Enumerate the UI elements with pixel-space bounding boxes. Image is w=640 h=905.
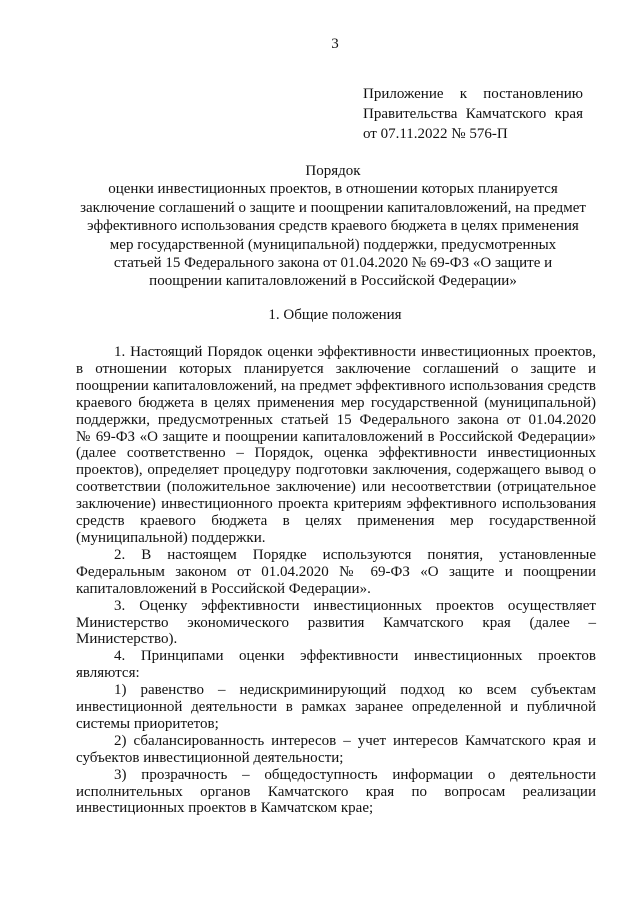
paragraph-line: 2) сбалансированность интересов – учет интересов Камчатского края и xyxy=(114,732,596,749)
paragraph xyxy=(76,598,596,649)
paragraph-line: Министерство экономического развития Камчатского края (далее – xyxy=(76,614,596,631)
paragraph-line: поддержки, предусмотренных статьей 15 Федерального закона от 01.04.2020 xyxy=(76,411,596,428)
title-line: заключение соглашений о защите и поощрении капиталовложений, на предмет xyxy=(80,199,586,216)
title-line: мер государственной (муниципальной) поддержки, предусмотренных xyxy=(109,236,557,253)
paragraph xyxy=(76,648,596,682)
appendix-line: Приложение к постановлению xyxy=(363,86,583,102)
document-title xyxy=(68,162,598,291)
appendix-line: от 07.11.2022 № 576-П xyxy=(363,126,508,142)
paragraph-line: 2. В настоящем Порядке используются понятия, установленные xyxy=(114,546,596,563)
paragraph xyxy=(76,682,596,733)
paragraph-line: инвестиционной деятельности в рамках заранее определенной и публичной xyxy=(76,699,596,716)
paragraph-line: системы приоритетов; xyxy=(76,715,219,732)
appendix-line: Правительства Камчатского края xyxy=(363,106,583,122)
section-heading: 1. Общие положения xyxy=(268,307,402,323)
paragraph-line: проектов), определяет процедуру подготовки заключения, содержащего вывод о xyxy=(76,462,596,479)
paragraph-line: являются: xyxy=(76,665,140,682)
paragraph-line: субъектов инвестиционной деятельности; xyxy=(76,749,344,766)
page-number: 3 xyxy=(331,36,339,52)
paragraph-line: Федеральным законом от 01.04.2020 № 69-ФЗ «О защите и поощрении xyxy=(76,563,596,580)
paragraph xyxy=(76,344,596,547)
paragraph-line: краевого бюджета в целях применения мер государственной (муниципальной) xyxy=(76,394,596,411)
paragraph-line: № 69-ФЗ «О защите и поощрении капиталовложений в Российской Федерации» xyxy=(76,428,596,445)
paragraph xyxy=(76,547,596,598)
title-line: Порядок xyxy=(305,163,361,179)
paragraph-line: 3) прозрачность – общедоступность информации о деятельности xyxy=(114,766,596,783)
paragraph-line: 3. Оценку эффективности инвестиционных проектов осуществляет xyxy=(114,597,596,614)
appendix-block xyxy=(363,84,583,144)
paragraph-line: поощрении капиталовложений, на предмет эффективного использования средств xyxy=(76,377,596,394)
paragraph-line: инвестиционных проектов в Камчатском крае; xyxy=(76,800,374,817)
paragraph-line: 1) равенство – недискриминирующий подход ко всем субъектам xyxy=(114,682,596,699)
paragraph-line: соответствии (положительное заключение) или несоответствии (отрицательное xyxy=(76,479,596,496)
paragraph-line: 4. Принципами оценки эффективности инвестиционных проектов xyxy=(114,648,596,665)
paragraph-line: 1. Настоящий Порядок оценки эффективности инвестиционных проектов, xyxy=(114,344,596,360)
title-line: поощрении капиталовложений в Российской Федерации» xyxy=(149,273,517,290)
title-line: статьей 15 Федерального закона от 01.04.2020 № 69-ФЗ «О защите и xyxy=(113,255,553,272)
paragraph-line: в отношении которых планируется заключение соглашений о защите и xyxy=(76,360,596,377)
paragraph-line: (муниципальной) поддержки. xyxy=(76,529,266,546)
paragraph-line: Министерство). xyxy=(76,631,178,648)
paragraph-line: средств краевого бюджета в целях применения мер государственной xyxy=(76,513,596,530)
body-text xyxy=(76,344,596,817)
paragraph xyxy=(76,733,596,767)
paragraph-line: заключение) инвестиционного проекта критериям эффективного использования xyxy=(76,496,596,513)
paragraph-line: капиталовложений в Российской Федерации». xyxy=(76,580,371,597)
paragraph-line: (далее соответственно – Порядок, оценка эффективности инвестиционных xyxy=(76,445,596,462)
paragraph xyxy=(76,767,596,818)
title-line: эффективного использования средств краевого бюджета в целях применения xyxy=(87,218,579,235)
paragraph-line: исполнительных органов Камчатского края по вопросам реализации xyxy=(76,783,596,800)
title-line: оценки инвестиционных проектов, в отношении которых планируется xyxy=(108,181,558,198)
